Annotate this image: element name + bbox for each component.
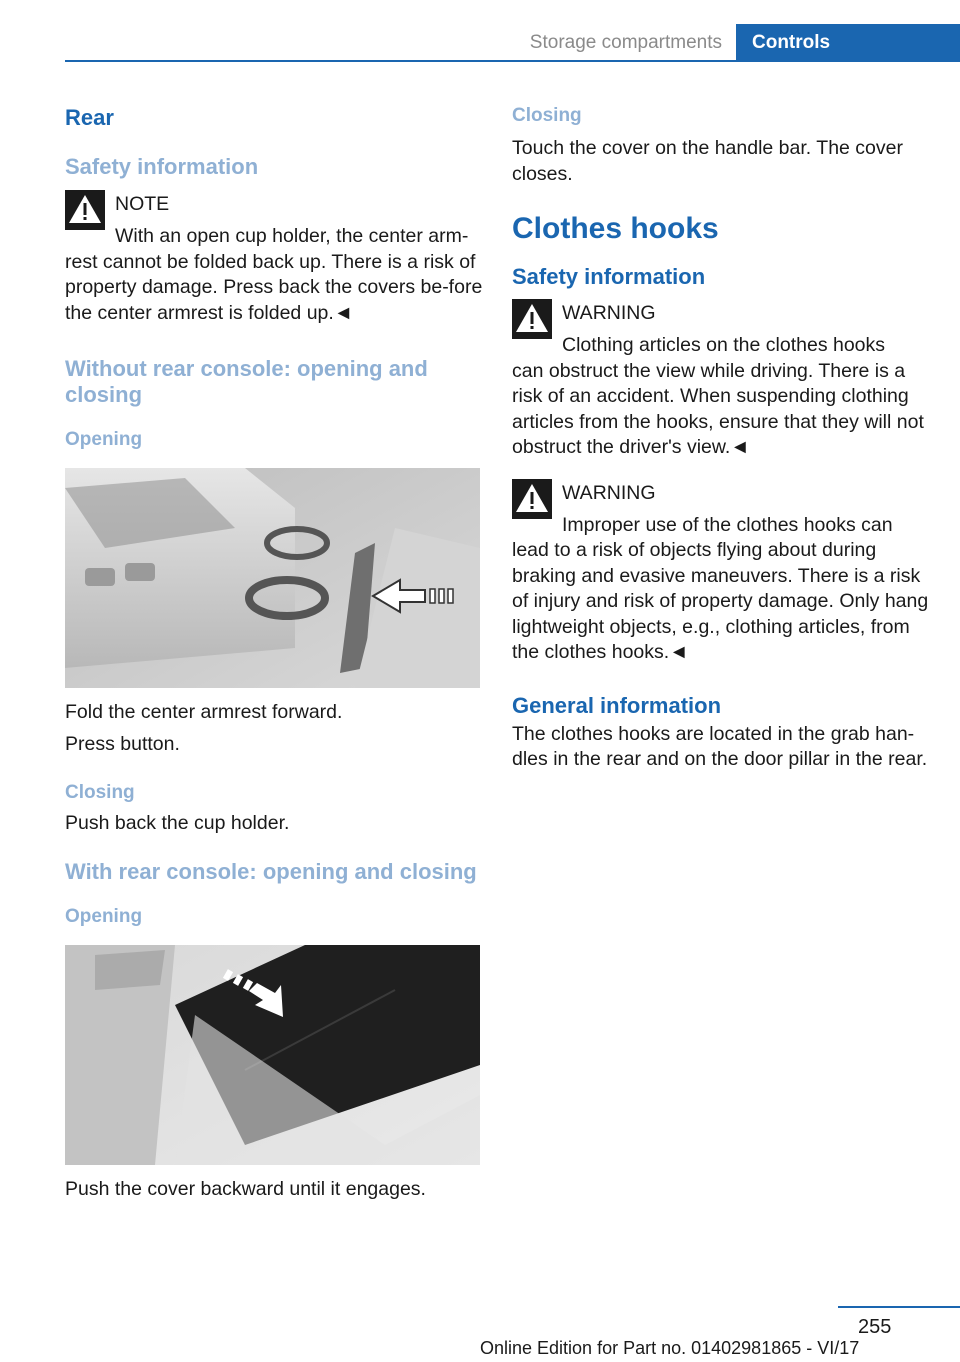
edition-note: Online Edition for Part no. 01402981865 - VI/17 bbox=[480, 1338, 860, 1358]
with-console-heading: With rear console: opening and closing bbox=[65, 858, 477, 884]
header-rule bbox=[65, 60, 960, 62]
closing-heading-2: Closing bbox=[512, 105, 582, 126]
fold-text: Fold the center armrest forward. bbox=[65, 701, 343, 723]
rear-console-photo bbox=[65, 945, 480, 1165]
warning-block-1 bbox=[512, 299, 932, 461]
warning-triangle-icon bbox=[512, 479, 552, 519]
press-text: Press button. bbox=[65, 732, 180, 755]
closing-heading-1: Closing bbox=[65, 782, 135, 803]
note-block bbox=[65, 190, 483, 326]
note-text: rest cannot be folded back up. There is a risk of property damage. Press back the covers be-fore the center armrest is folded up.◄ bbox=[65, 250, 483, 324]
right-column bbox=[512, 100, 932, 773]
note-line-1: With an open cup holder, the center arm- bbox=[115, 225, 469, 247]
page-number: 255 bbox=[858, 1316, 892, 1338]
hooks-safety-heading: Safety information bbox=[512, 264, 706, 289]
warning-triangle-icon bbox=[65, 190, 105, 230]
warning-block-2 bbox=[512, 479, 932, 666]
general-info-heading: General information bbox=[512, 692, 722, 718]
safety-info-heading: Safety information bbox=[65, 154, 259, 179]
warning-label-2: WARNING bbox=[562, 481, 656, 504]
note-label: NOTE bbox=[115, 193, 170, 215]
header-section-tab[interactable]: Storage compartments bbox=[529, 32, 722, 53]
opening-heading-2: Opening bbox=[65, 905, 143, 927]
push-back-text: Push back the cup holder. bbox=[65, 812, 290, 834]
warning-1-line-1: Clothing articles on the clothes hooks bbox=[562, 334, 886, 356]
rear-heading: Rear bbox=[65, 105, 114, 130]
opening-heading-1: Opening bbox=[65, 429, 143, 450]
warning-2-text: lead to a risk of objects flying about during braking and evasive maneuvers. There is a risk of injury and risk of property damage. Only hang lightweight objects, e.g., clothing articles, from the clothes hooks.◄ bbox=[512, 539, 929, 663]
clothes-hooks-heading: Clothes hooks bbox=[512, 212, 719, 245]
general-info-text: The clothes hooks are located in the grab han-dles in the rear and on the door pillar in the rear. bbox=[512, 722, 928, 770]
without-console-heading: Without rear console: opening and closing bbox=[65, 356, 428, 407]
touch-cover-text: Touch the cover on the handle bar. The cover closes. bbox=[512, 137, 903, 185]
header-chapter-tab[interactable]: Controls bbox=[736, 24, 960, 62]
left-column bbox=[65, 100, 483, 1202]
footer-rule bbox=[838, 1306, 960, 1308]
warning-1-text: can obstruct the view while driving. There is a risk of an accident. When suspending clothing articles from the hooks, ensure that they will not obstruct the driver's view.◄ bbox=[512, 359, 924, 458]
push-cover-text: Push the cover backward until it engages. bbox=[65, 1177, 426, 1200]
warning-label-1: WARNING bbox=[562, 302, 656, 324]
warning-triangle-icon bbox=[512, 299, 552, 339]
warning-2-line-1: Improper use of the clothes hooks can bbox=[562, 513, 893, 536]
cup-holder-photo bbox=[65, 468, 480, 688]
page-header bbox=[65, 24, 960, 62]
